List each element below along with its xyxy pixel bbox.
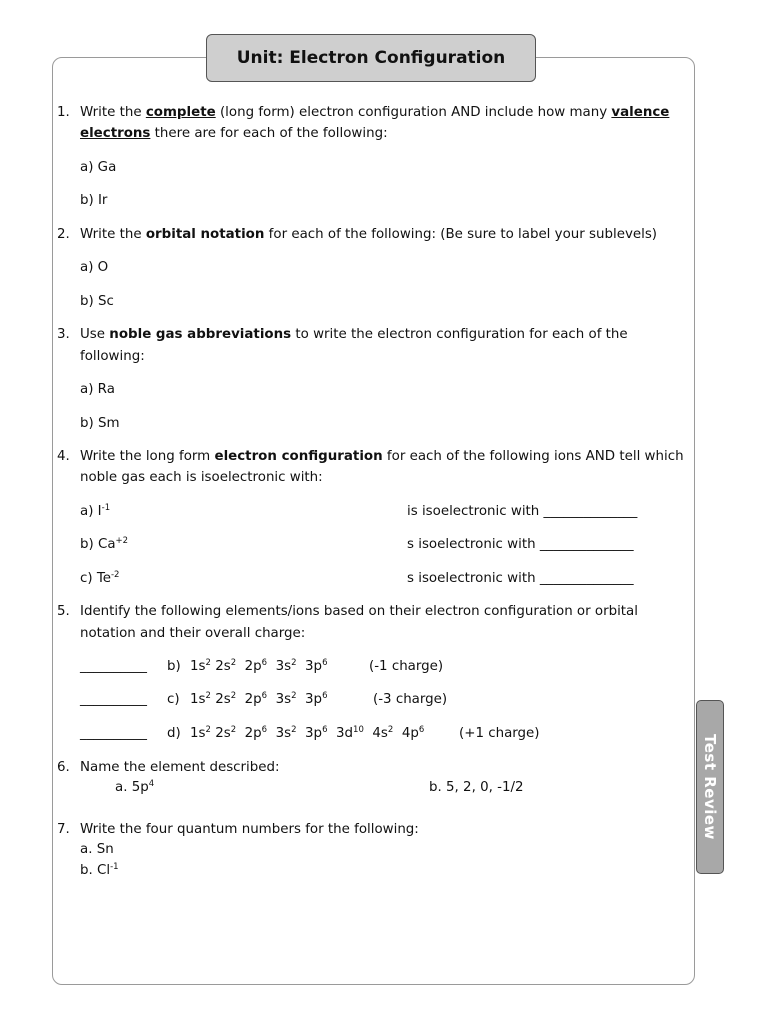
q3-text-line2: following:: [80, 349, 145, 364]
q4-item-c-isoelectronic: s isoelectronic with ______________: [407, 571, 634, 586]
q3-number: 3.: [57, 327, 70, 342]
q6-number: 6.: [57, 760, 70, 775]
q4-number: 4.: [57, 449, 70, 464]
q2-item-a: a) O: [80, 260, 109, 275]
q5-item-d-charge: (+1 charge): [459, 726, 540, 741]
q4-item-c: c) $Te^{-2}$: [80, 570, 120, 586]
side-tab-label: Test Review: [701, 734, 719, 840]
q1-text-line2: electrons there are for each of the following:: [80, 126, 388, 141]
q3-item-a: a) Ra: [80, 382, 115, 397]
q3-item-b: b) Sm: [80, 416, 120, 431]
q4-item-b-isoelectronic: s isoelectronic with ______________: [407, 537, 634, 552]
side-tab: [696, 700, 724, 874]
q1-text-line1: Write the complete (long form) electron configuration AND include how many valence: [80, 105, 670, 120]
q1-item-b: b) Ir: [80, 193, 108, 208]
q5-item-d-blank: __________: [80, 726, 147, 741]
q5-item-b-charge: (-1 charge): [369, 659, 444, 674]
q4-text-line2: noble gas each is isoelectronic with:: [80, 470, 323, 485]
q6-text: Name the element described:: [80, 760, 280, 775]
q5-item-d-letter: d): [167, 726, 181, 741]
q5-item-c-charge: (-3 charge): [373, 692, 448, 707]
q5-item-b-config: $1s^2$ $2s^2$ $2p^6$ $3s^2$ $3p^6$: [190, 658, 328, 674]
q6-item-b: b. 5, 2, 0, -1/2: [429, 780, 524, 795]
q2-number: 2.: [57, 227, 70, 242]
q5-item-c-letter: c): [167, 692, 180, 707]
q1-number: 1.: [57, 105, 70, 120]
q5-item-c-blank: __________: [80, 692, 147, 707]
q5-text-line1: Identify the following elements/ions based on their electron configuration or orbital: [80, 604, 638, 619]
page-title: Unit: Electron Configuration: [206, 34, 536, 82]
q4-item-b: b) $Ca^{+2}$: [80, 536, 129, 552]
q7-item-b: b. $Cl^{-1}$: [80, 862, 119, 878]
q5-item-d-config: $1s^2$ $2s^2$ $2p^6$ $3s^2$ $3p^6$ $3d^{10}$ $4s^2$ $4p^6$: [190, 725, 425, 741]
page-frame: [52, 57, 695, 985]
q1-item-a: a) Ga: [80, 160, 117, 175]
q5-number: 5.: [57, 604, 70, 619]
q6-item-a: a. $5p^4$: [115, 779, 155, 795]
q7-item-a: a. Sn: [80, 842, 114, 857]
q5-item-b-blank: __________: [80, 659, 147, 674]
q2-item-b: b) Sc: [80, 294, 114, 309]
q4-item-a: a) $I^{-1}$: [80, 503, 111, 519]
q4-item-a-isoelectronic: is isoelectronic with ______________: [407, 504, 638, 519]
q5-item-c-config: $1s^2$ $2s^2$ $2p^6$ $3s^2$ $3p^6$: [190, 691, 328, 707]
q5-item-b-letter: b): [167, 659, 181, 674]
q7-text: Write the four quantum numbers for the following:: [80, 822, 419, 837]
q4-text-line1: Write the long form electron configuration for each of the following ions AND tell which: [80, 449, 684, 464]
q5-text-line2: notation and their overall charge:: [80, 626, 306, 641]
q2-text: Write the orbital notation for each of the following: (Be sure to label your sublevels): [80, 227, 658, 242]
q7-number: 7.: [57, 822, 70, 837]
q3-text-line1: Use noble gas abbreviations to write the electron configuration for each of the: [80, 327, 628, 342]
